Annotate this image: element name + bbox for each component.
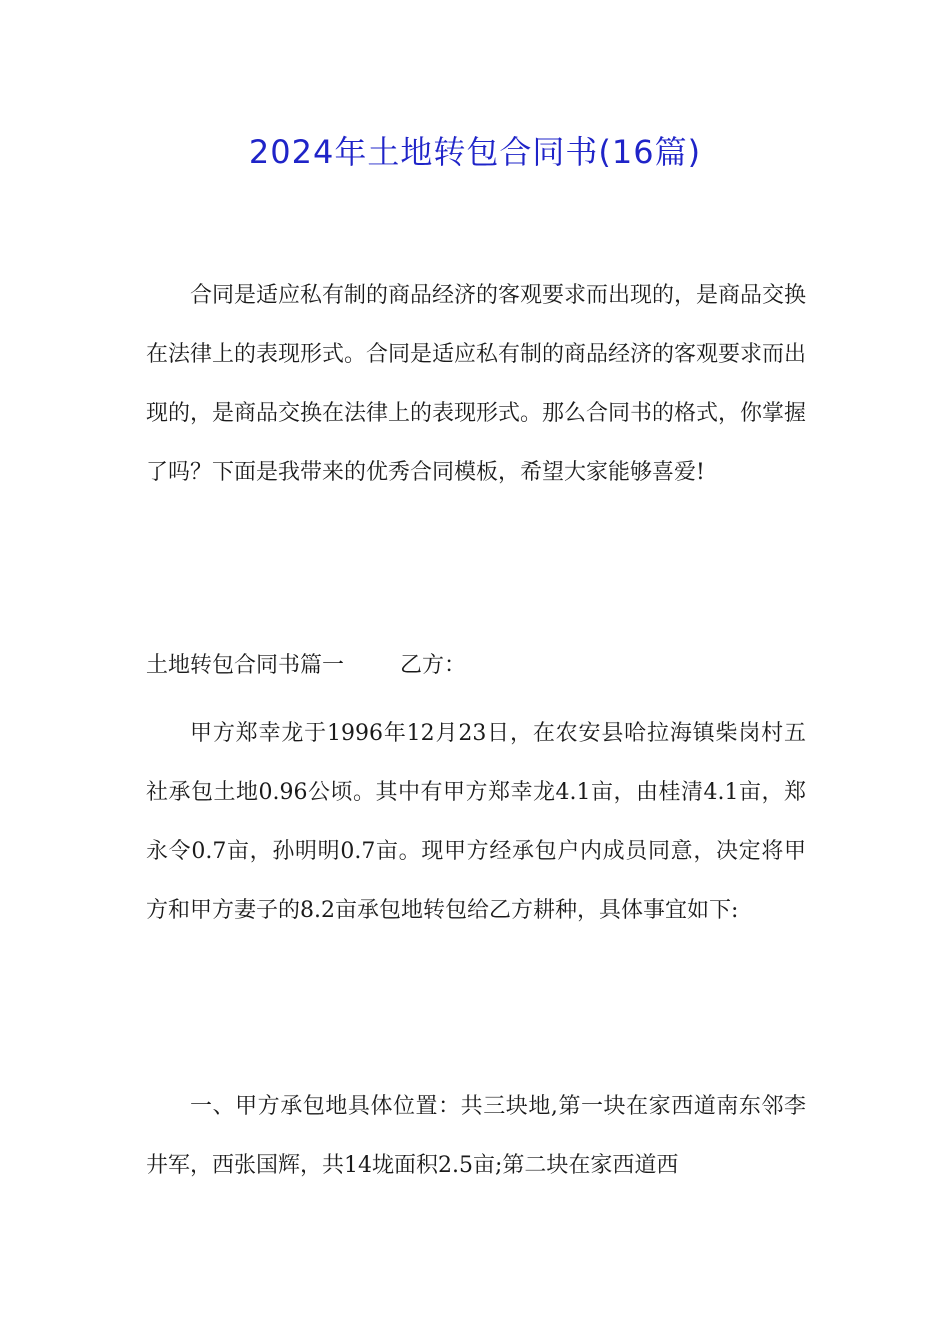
document-title: 2024年土地转包合同书(16篇) [248, 133, 702, 171]
section-heading: 土地转包合同书篇一 乙方： [146, 653, 466, 678]
intro-paragraph: 合同是适应私有制的商品经济的客观要求而出现的，是商品交换在法律上的表现形式。合同是适应私有制的商品经济的客观要求而出现的，是商品交换在法律上的表现形式。那么合同书的格式，你掌握了吗？下面是我带来的优秀合同模板，希望大家能够喜爱! [146, 283, 807, 485]
contract-paragraph: 甲方郑幸龙于1996年12月23日，在农安县哈拉海镇柴岗村五社承包土地0.96公顷。其中有甲方郑幸龙4.1亩，由桂清4.1亩，郑永令0.7亩，孙明明0.7亩。现甲方经承包户内成员同意，决定将甲方和甲方妻子的8.2亩承包地转包给乙方耕种，具体事宜如下: [146, 721, 806, 923]
contract-paragraph-block [146, 704, 806, 940]
clause-paragraph: 一、甲方承包地具体位置：共三块地,第一块在家西道南东邻李井军，西张国辉，共14垅面积2.5亩;第二块在家西道西 [146, 1094, 806, 1178]
section-heading-block [146, 636, 806, 695]
intro-paragraph-block [146, 266, 806, 502]
clause-paragraph-block [146, 1077, 806, 1195]
